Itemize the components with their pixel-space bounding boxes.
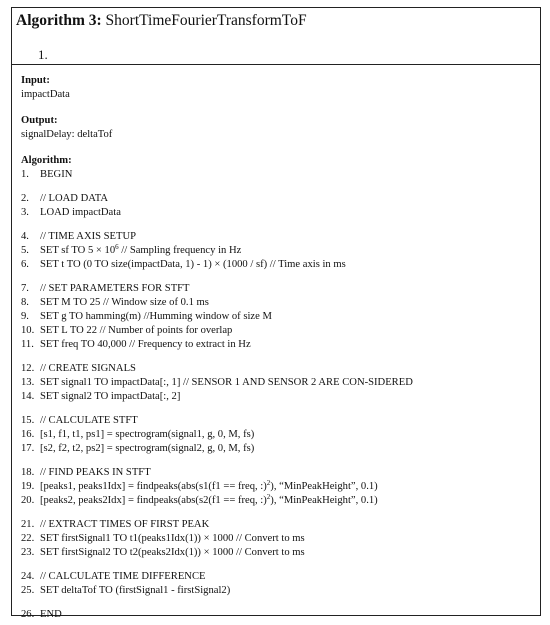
algorithm-step [21, 168, 72, 181]
algorithm-step [21, 376, 413, 389]
step-text: // SET PARAMETERS FOR STFT [40, 283, 190, 294]
step-text: // CREATE SIGNALS [40, 363, 136, 374]
step-number: 8. [21, 297, 29, 308]
step-superscript: 2 [266, 479, 271, 487]
step-number: 19. [21, 481, 35, 492]
section-heading: Input: [21, 75, 50, 86]
step-text: SET firstSignal2 TO t2(peaks2Idx(1)) × 1000 // Convert to ms [40, 547, 305, 558]
step-superscript: 2 [266, 493, 271, 501]
algorithm-step [21, 494, 378, 507]
step-number: 17. [21, 443, 35, 454]
step-text: // CALCULATE TIME DIFFERENCE [40, 571, 206, 582]
step-text: // FIND PEAKS IN STFT [40, 467, 151, 478]
step-number: 13. [21, 377, 35, 388]
step-text: // CALCULATE STFT [40, 415, 138, 426]
step-number: 11. [21, 339, 34, 350]
step-text: [peaks1, peaks1Idx] = findpeaks(abs(s1(f1 == freq, :) [40, 481, 267, 492]
algorithm-step [21, 362, 136, 375]
algorithm-step [21, 428, 254, 441]
step-number: 18. [21, 467, 35, 478]
step-number: 23. [21, 547, 35, 558]
algorithm-step [21, 206, 121, 219]
step-number: 4. [21, 231, 29, 242]
section-value: impactData [21, 89, 70, 100]
section-value: signalDelay: deltaTof [21, 129, 113, 140]
step-text: END [40, 609, 62, 620]
section-heading: Algorithm: [21, 155, 72, 166]
algorithm-step [21, 282, 190, 295]
step-text: SET L TO 22 // Number of points for overlap [40, 325, 233, 336]
algorithm-step [21, 480, 378, 493]
step-text: SET M TO 25 // Window size of 0.1 ms [40, 297, 209, 308]
step-text: SET signal2 TO impactData[:, 2] [40, 391, 181, 402]
step-number: 1. [21, 169, 29, 180]
algorithm-step [21, 532, 305, 545]
step-text: SET t TO (0 TO size(impactData, 1) - 1) × (1000 / sf) // Time axis in ms [40, 259, 346, 270]
step-text: [peaks2, peaks2Idx] = findpeaks(abs(s2(f1 == freq, :) [40, 495, 267, 506]
header-list-item: 1. [38, 47, 48, 62]
step-text: // TIME AXIS SETUP [40, 231, 137, 242]
step-number: 22. [21, 533, 35, 544]
step-number: 2. [21, 193, 29, 204]
algorithm-step [21, 414, 138, 427]
algorithm-step [21, 338, 251, 351]
step-text-continued: // Sampling frequency in Hz [118, 245, 242, 256]
step-number: 16. [21, 429, 35, 440]
step-number: 9. [21, 311, 29, 322]
step-number: 20. [21, 495, 35, 506]
algorithm-step [21, 390, 180, 403]
step-number: 15. [21, 415, 35, 426]
step-number: 10. [21, 325, 35, 336]
step-text: LOAD impactData [40, 207, 121, 218]
algorithm-step [21, 258, 346, 271]
section-heading: Output: [21, 115, 58, 126]
algorithm-step [21, 442, 254, 455]
step-number: 7. [21, 283, 29, 294]
step-text: SET firstSignal1 TO t1(peaks1Idx(1)) × 1000 // Convert to ms [40, 533, 305, 544]
step-number: 6. [21, 259, 29, 270]
algorithm-step [21, 324, 232, 337]
step-number: 26. [21, 609, 35, 620]
algorithm-step [21, 570, 205, 583]
step-superscript: 6 [115, 243, 119, 251]
algorithm-step [21, 230, 136, 243]
step-text: SET deltaTof TO (firstSignal1 - firstSignal2) [40, 585, 231, 596]
algorithm-step [21, 192, 108, 205]
algorithm-step [21, 310, 272, 323]
algorithm-name: ShortTimeFourierTransformToF [105, 12, 307, 29]
algorithm-step [21, 466, 151, 479]
algorithm-step [21, 296, 209, 309]
step-text: SET sf TO 5 × 10 [40, 245, 116, 256]
algorithm-step [21, 518, 209, 531]
algorithm-step [21, 546, 305, 559]
step-number: 21. [21, 519, 35, 530]
algorithm-step [21, 608, 62, 621]
step-text: SET signal1 TO impactData[:, 1] // SENSOR 1 AND SENSOR 2 ARE CON-SIDERED [40, 377, 413, 388]
algorithm-box [11, 7, 541, 620]
step-text: [s2, f2, t2, ps2] = spectrogram(signal2, g, 0, M, fs) [40, 443, 255, 454]
step-number: 25. [21, 585, 35, 596]
step-text: SET freq TO 40,000 // Frequency to extract in Hz [40, 339, 251, 350]
step-number: 12. [21, 363, 35, 374]
algorithm-header [12, 8, 540, 65]
step-text-continued: ), “MinPeakHeight”, 0.1) [270, 481, 378, 492]
step-text: [s1, f1, t1, ps1] = spectrogram(signal1, g, 0, M, fs) [40, 429, 255, 440]
step-number: 5. [21, 245, 29, 256]
step-text-continued: ), “MinPeakHeight”, 0.1) [270, 495, 378, 506]
step-number: 14. [21, 391, 35, 402]
algorithm-label: Algorithm 3: [16, 12, 102, 29]
step-text: BEGIN [40, 169, 73, 180]
step-number: 24. [21, 571, 35, 582]
algorithm-step [21, 244, 241, 257]
step-text: // LOAD DATA [40, 193, 109, 204]
step-number: 3. [21, 207, 29, 218]
algorithm-step [21, 584, 230, 597]
step-text: SET g TO hamming(m) //Humming window of size M [40, 311, 272, 322]
algorithm-title [16, 12, 307, 30]
step-text: // EXTRACT TIMES OF FIRST PEAK [40, 519, 210, 530]
